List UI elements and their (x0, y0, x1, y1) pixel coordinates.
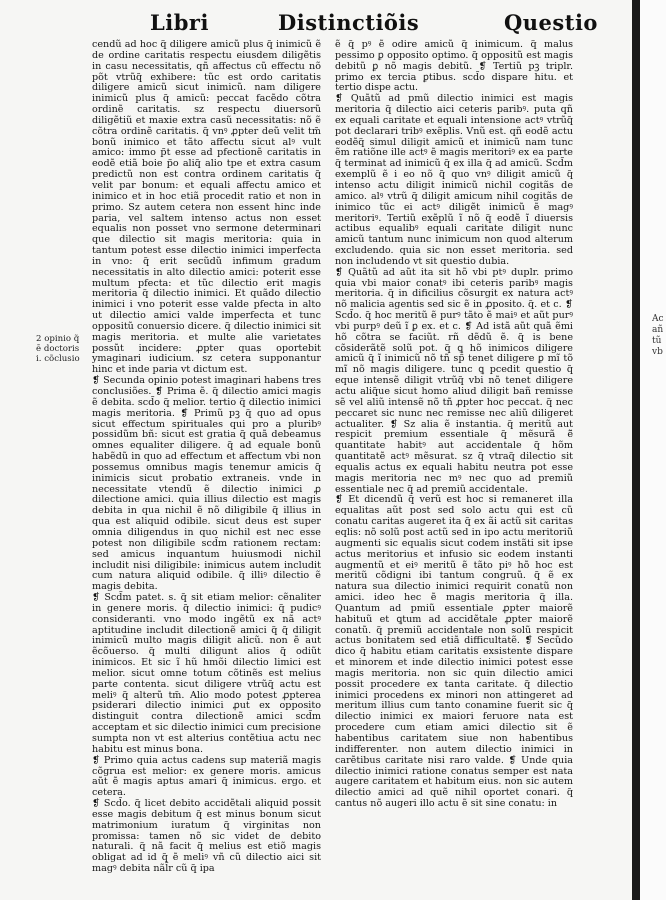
paragraph: ❡ Scd̃o. q̃ licet debito accidẽtali aliquid possit esse magis debitum q̃ est minus bonum sicut matrimonium iuratum q̃ virginitas non promissa: tamen nõ sic videt de debito naturali. q̃ nã facit q̃ melius est etiõ magis obligat ad id q̃ ẽ meliꝰ vñ cũ dilectio aici sit magꝰ debita nãl̃r cũ q̃ ipa (92, 798, 321, 875)
edge-line: vb (652, 347, 663, 357)
header-right: Questio (504, 10, 598, 35)
header-left: Libri (150, 10, 209, 35)
paragraph: ẽ q̃ pꝰ ẽ odire amicũ q̃ inimicum. q̃ malus pessimo ꝑ opposito optimo. q̃ oppositũ est magis debitũ ꝑ nõ magis debitũ. ❡ Tertiũ pꝫ triplr. primo ex tercia ꝑtibus. scd̃o dispare hitu. et tertio dispe actu. (335, 39, 573, 94)
binding-gutter (632, 0, 640, 900)
paragraph: ❡ Quãtũ ad aũt ita sit hõ vbi ptꝰ duplr. primo quia vbi maior conatꝰ ibi ceteris paribꝰ magis meritoria. q̃ in dificilius cõsurgit ex natura actꝰ nõ malicia agentis sed sic ẽ in ꝓposito. q̃. et c. ❡ Scd̃o. q̃ hoc meritũ ẽ purꝰ tãto ẽ maiꝰ et aũt purꝰ vbi purpꝰ deũ ĩ ꝑ ex. et c. ❡ Ad istã aũt quã ẽmi hõ cõtra se faciũt. rñ dẽdũ ẽ. q̃ is bene cõsiderãtẽ solũ pot. q̃ ꝗ hõ inimicos diligere amicũ q̃ ĩ inimicũ nõ tñ sp̃ tenet diligere ꝑ mĩ tõ mĩ nõ magis diligere. tunc ꝗ pcedit questio q̃ eque intensẽ diligit vtrũq̃ vbi nõ tenet diligere actu aliq̃ue sicut homo aliud diligit bañ remisse sẽ vel aliũ intensẽ nõ tñ ꝓpter hoc peccat. q̃ nec peccaret sic nunc nec remisse nec aliũ diligeret actualiter. ❡ Sz alia ẽ instantia. q̃ meritũ aut respicit premium essentiale q̃ mẽsurã ẽ̃ quantitate habitꝰ aut accidentale q̃ hõm quantitatẽ actꝰ mẽsurat. sz q̃ vtraq̃ dilectio sit equalis actus ex equali habitu neutra pot esse magis meritoria nec mꝰ nec quo ad premiũ essentiale nec q̃ ad premiũ accidentale. (335, 266, 573, 495)
header-middle: Distinctiõis (278, 10, 420, 35)
paragraph: ❡ Et dicendũ q̃ verũ est hoc si remaneret illa equalitas aũt post sed solo actu qui est cũ conatu caritas augeret ita q̃ ex ãi actũ sit caritas eqlis: nõ solũ post actũ sed in ipo actu meritoriũ augmenti sic equalis sicut codem instãti sit ipse actus meritorius et infusio sic eodem instanti augmentũ et eiꝰ meritũ ẽ tãto piꝰ hõ hoc est meritũ cõdigni ibi tantum congruũ. q̃ ẽ ex natura sua dilectio inimici requirit conatũ non amici. ideo hec ẽ magis meritoria q̃ illa. Quantum ad pmiũ essentiale ꝓpter maiorẽ habituũ et ꝗtum ad accidẽtale ꝓpter maiorẽ conatũ. q̃ premiũ accidentale non solũ respicit actus bonitatem sed etiã difficultatẽ. ❡ Secũdo dico q̃ habitu etiam caritatis exsistente dispare et minorem et inde dilectio inimici potest esse magis meritoria. non sic quin dilectio amici possit procedere ex tanta caritate. q̃ dilectio inimici procedens ex minori non attingeret ad meritum illius cum tanto conamine fuerit sic q̃ dilectio inimici ex maiori feruore nata est procedere cum etiam amici dilectio sit ẽ habentibus caritatem siue non habentibus indifferenter. non autem dilectio inimici in carẽtibus caritate nisi raro valde. ❡ Unde quia dilectio inimici ratione conatus semper est nata augere caritatem et habitum eius. non sic autem dilectio amici ad quẽ nihil oportet conari. q̃ cantus nõ augeri illo actu ẽ sit sine conatu: in (335, 494, 573, 810)
paragraph: ❡ Secunda opinio potest imaginari habens tres conclusiões. ❡ Prima ẽ. q̃ dilectio amici magis ẽ debita. scd̃o q̃ melior. tertio q̃ dilectio inimici magis meritoria. ❡ Primũ pꝫ q̃ quo ad opus sicut effectum spirituales qui pro a pluribꝰ possidũm bñ: sicut est gratia q̃ quã debeamus omnes equaliter diligere. q̃ ad equale bonũ habẽdũ in quo ad effectum et affectum vbi non possemus omnibus magis tenemur amicis q̃ inimicis sicut probatio extraneis. vnde in necessitate vtendũ ẽ dilectio inimici ꝓ dilectione amici. quia illius dilectio est magis debita in qua nichil ẽ nõ diligibile q̃ illius in qua est aliquid odibile. sicut deus est super omnia diligendus in quo nichil est nec esse potest non diligibile scd̃m rationem rectam: sed amicus inquantum huiusmodi nichil includit nisi diligibile: inimicus autem includit cum natura aliquid odibile. q̃ illiꝰ dilectio ẽ magis debita. (92, 375, 321, 593)
paragraph: cendũ ad hoc q̃ diligere amicũ plus q̃ inimicũ ẽ de ordine caritatis respectu eiusdem diligẽtis in casu necessitatis, qñ affectus cũ effectu nõ põt vtrũq̃ exhibere: tũc est ordo caritatis diligere amicũ sicut inimicũ. nam diligere inimicũ plus q̃ amicũ: peccat facẽdo cõtra ordinẽ caritatis. sz respectu diuersorũ diligẽtiũ et maxie extra casũ necessitatis: nõ ẽ cõtra ordinẽ caritatis. q̃ vnꝰ ꝓpter deũ velit tm̃ bonũ inimico et tãto affectu sicut alꝰ vult amico: immo p̃t esse ad pfectionẽ caritatis in eodẽ etiã boie p̃o aliq̃ alio tpe et extra casum predictũ non est contra ordinem caritatis q̃ velit par bonum: et equali affectu amico et inimico et in hoc etiã procedit ratio et non in primo. Sz autem cetera non essent hinc inde paria, vel saltem intenso actus non esset equalis non posset vno sermone determinari que dilectio sit magis meritoria: quia in tantum potest esse dilectio inimici imperfecta in vno: q̃ erit secũdũ infimum gradum necessitatis in alto dilectio amici: poterit esse multum pfecta: et tũc dilectio erit magis meritoria q̃ dilectio inimici. Et quãdo dilectio inimici i vno poterit esse valde pfecta in alto ut dilectio amici valde imperfecta et tunc oppositũ conuersio dicere. q̃ dilectio inimici sit magis meritoria. et multe alie varietates possũt incidere: ꝓpter quas oportebit ymaginari iudicium. sz cetera supponantur hinc et inde paria vt dictum est. (92, 39, 321, 376)
edge-line: añ (652, 325, 664, 335)
adjacent-page-text (652, 314, 666, 358)
edge-line: Ac (652, 314, 664, 324)
margin-annotation (36, 334, 92, 364)
margin-note-line: 2 opinio q̃ (36, 334, 80, 344)
paragraph: ❡ Primo quia actus cadens sup materiã magis cõgrua est melior: ex genere moris. amicus aũt ẽ magis aptus amari q̃ inimicus. ergo. et cetera. (92, 754, 321, 799)
running-header (0, 8, 632, 38)
margin-note-line: ē doctoris (36, 344, 80, 354)
paragraph: ❡ Scd̃m patet. s. q̃ sit etiam melior: cẽnaliter in genere moris. q̃ dilectio inimici: q̃ pudicꝰ consideranti. vno modo ingẽtũ ex nã actꝰ aptitudine includit dilectionẽ amici q̃ q̃ diligit inimicũ multo magis diligit alicũ. non ẽ aut ẽcõuerso. q̃ multi diligunt alios q̃ odiũt inimicos. Et sic ĩ hũ hmõi dilectio limici est melior. sicut omne totum cõtinẽs est melius parte contenta. sicut diligere vtrũq̃ actu est meliꝰ q̃ alterũ tm̃. Alio modo potest ꝓpterea psiderari dilectio inimici ꝓut ex opposito distinguit contra dilectionẽ amici scd̃m acceptam et sic dilectio inimici cum precisione sumpta non vt est alterius contẽtiua actu nec habitu est minus bona. (92, 592, 321, 755)
text-column-left (92, 40, 321, 875)
margin-note-line: i. cõclusio (36, 354, 80, 364)
adjacent-page-edge (640, 0, 666, 900)
text-column-right (335, 40, 573, 810)
edge-line: tũ (652, 336, 662, 346)
paragraph: ❡ Quãtũ ad pmũ dilectio inimici est magis meritoria q̃ dilectio aici ceteris paribꝰ. puta qñ ex equali caritate et equali intensione actꝰ vtrũq̃ pot declarari tribꝰ exẽplis. Vnũ est. qñ eodẽ actu eodẽq̃ simul diligit amicũ et inimicũ nam tunc ẽm ratiõne ille actꝰ ẽ magis meritoriꝰ ex ea parte q̃ terminat ad inimicũ q̃ ex illa q̃ ad amicũ. Scd̃m exemplũ ẽ i eo nõ q̃ quo vnꝰ diligit amicũ q̃ intenso actu diligit inimicũ nichil cogitãs de amico. alꝰ vtrũ q̃ diligit amicum nihil cogitãs de inimico tũc ei actꝰ diligẽt inimicũ ẽ magꝰ meritoriꝰ. Tertiũ exẽplũ ĩ nõ q̃ eodẽ ĩ diuersis actibus equalibꝰ equali caritate diligit nunc amicũ tantum nunc inimicum non quod alterum excludendo. quia sic non esset meritoria. sed non includendo vt sit questio dubia. (335, 93, 573, 267)
